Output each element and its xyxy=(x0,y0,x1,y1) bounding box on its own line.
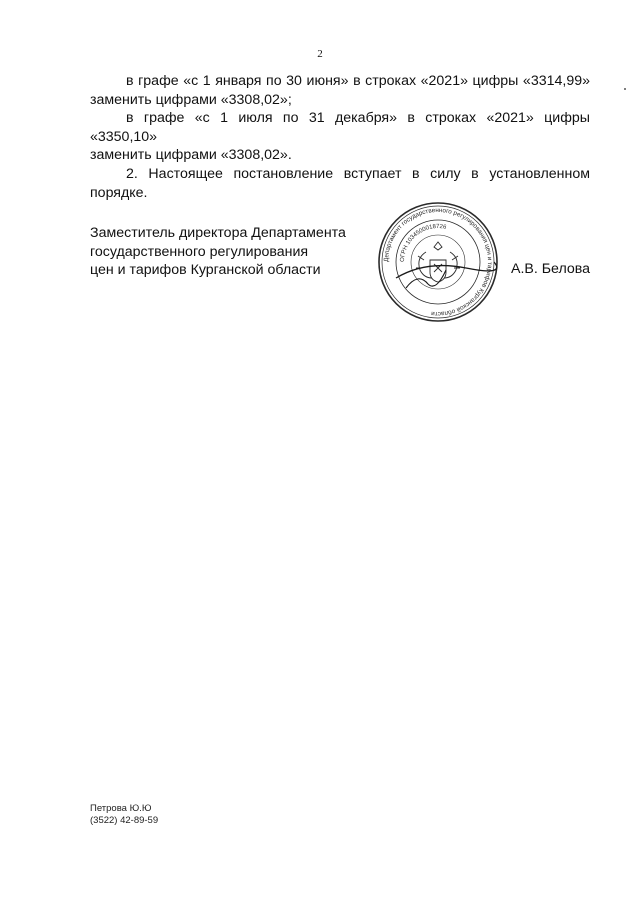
coat-of-arms-emblem xyxy=(416,242,460,282)
paragraph-1-line-2: заменить цифрами «3308,02»; xyxy=(90,91,292,108)
paragraph-3-line-1: 2. Настоящее постановление вступает в силу в установленном xyxy=(126,165,590,182)
seal-inner-text: ОГРН 1034500018726 xyxy=(399,223,447,263)
paragraph-3-line-2: порядке. xyxy=(90,184,148,201)
document-body xyxy=(90,72,590,202)
position-line-1: Заместитель директора Департамента xyxy=(90,225,346,241)
seal-outer-text: Департамент государственного регулирования цен и тарифов Курганской области xyxy=(382,206,494,318)
margin-mark xyxy=(624,88,626,90)
position-line-3: цен и тарифов Курганской области xyxy=(90,262,321,279)
paragraph-2-line-1: в графе «с 1 июля по 31 декабря» в строках «2021» цифры «3350,10» xyxy=(90,110,590,145)
executor-info xyxy=(90,803,158,827)
paragraph-2-line-2: заменить цифрами «3308,02». xyxy=(90,147,292,164)
official-seal xyxy=(376,200,500,324)
signer-name: А.В. Белова xyxy=(511,261,591,277)
executor-name: Петрова Ю.Ю xyxy=(90,803,152,814)
position-line-2: государственного регулирования xyxy=(90,243,309,260)
signatory-position xyxy=(90,224,346,280)
paragraph-1-line-1: в графе «с 1 января по 30 июня» в строках «2021» цифры «3314,99» xyxy=(126,73,590,89)
signature-flourish xyxy=(406,270,446,288)
page-number: 2 xyxy=(317,48,323,60)
executor-phone: (3522) 42-89-59 xyxy=(90,815,159,826)
